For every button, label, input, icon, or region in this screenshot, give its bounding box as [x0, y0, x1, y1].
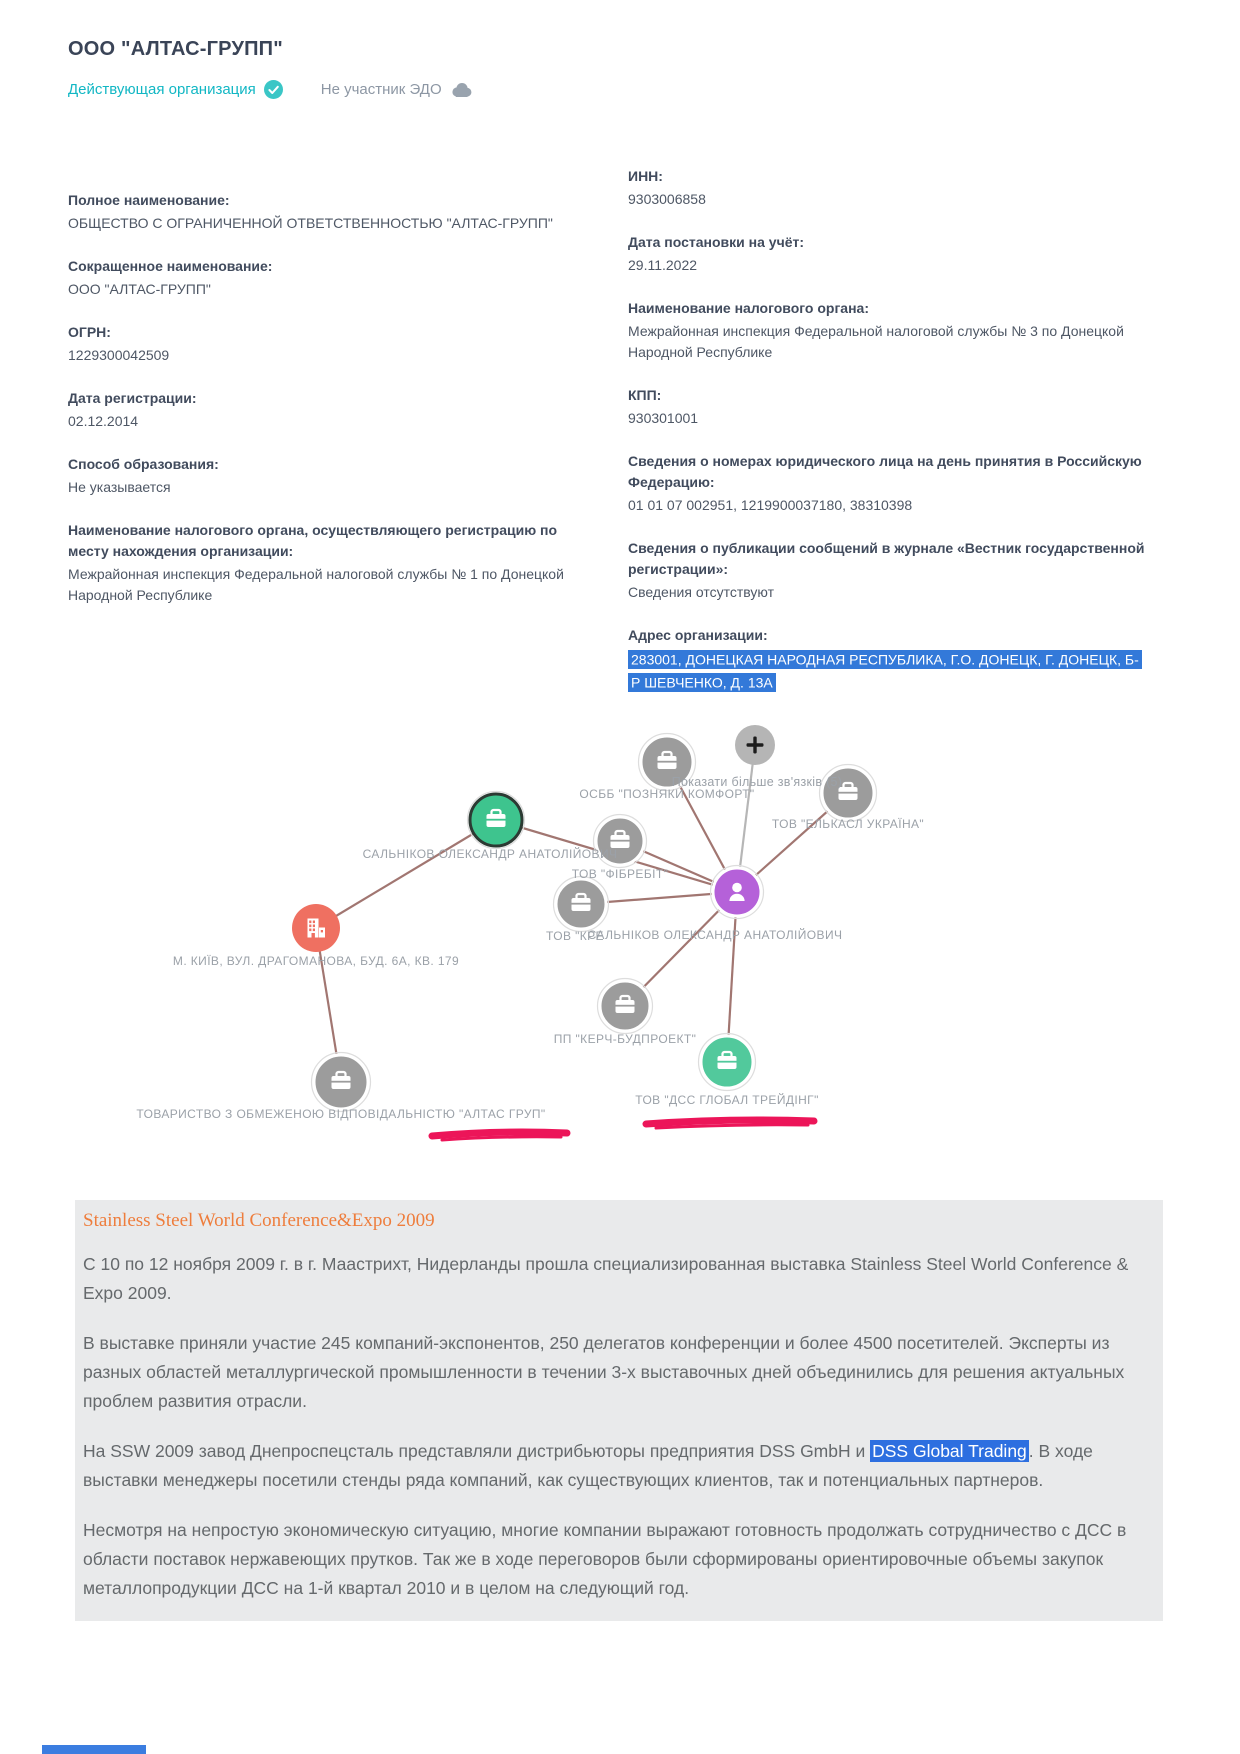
- status-badge-active: [68, 80, 283, 99]
- graph-edge-salnikov-owner-kyiv: [316, 820, 496, 928]
- article-text: На SSW 2009 завод Днепроспецсталь представляли дистрибьюторы предприятия DSS GmbH и: [83, 1441, 871, 1461]
- field-value: 02.12.2014: [68, 413, 139, 429]
- graph-node-altas[interactable]: [312, 1053, 371, 1112]
- article-paragraph-1: [83, 1250, 1149, 1308]
- graph-node-dss[interactable]: [699, 1034, 756, 1091]
- graph-node-salnikov-owner[interactable]: [468, 792, 525, 849]
- field-label: Сокращенное наименование:: [68, 258, 273, 274]
- field-label: Наименование налогового органа:: [628, 300, 869, 316]
- selected-text-highlight: 283001, ДОНЕЦКАЯ НАРОДНАЯ РЕСПУБЛИКА, Г.О. ДОНЕЦК, Г. ДОНЕЦК, Б-Р ШЕВЧЕНКО, Д. 13А: [628, 650, 1142, 692]
- graph-node-label-elkasl: ТОВ "ЕЛЬКАСЛ УКРАЇНА": [771, 817, 925, 831]
- detail-field-left-0: [68, 190, 573, 234]
- dss-global-trading-highlight: DSS Global Trading: [872, 1441, 1027, 1461]
- show-more-links[interactable]: Показати більше зв'язків (5): [671, 775, 843, 789]
- field-value: 9303006858: [628, 191, 706, 207]
- check-circle-icon: [264, 80, 283, 99]
- article-body: [83, 1250, 1149, 1603]
- detail-field-right-1: [628, 232, 1148, 276]
- field-label: Сведения о номерах юридического лица на день принятия в Российскую Федерацию:: [628, 453, 1142, 490]
- field-label: Полное наименование:: [68, 192, 230, 208]
- article-title: Stainless Steel World Conference&Expo 2009: [83, 1210, 435, 1231]
- article-paragraph-2: [83, 1329, 1149, 1416]
- field-label: Наименование налогового органа, осуществляющего регистрацию по месту нахождения организации:: [68, 522, 558, 559]
- detail-field-right-0: [628, 166, 1148, 210]
- detail-field-left-2: [68, 322, 573, 366]
- status-badge-edo: [321, 81, 473, 98]
- graph-node-label-altas: ТОВАРИСТВО З ОБМЕЖЕНОЮ ВІДПОВІДАЛЬНІСТЮ "АЛТАС ГРУП": [136, 1107, 546, 1121]
- field-label: Дата постановки на учёт:: [628, 234, 805, 250]
- field-value: ОБЩЕСТВО С ОГРАНИЧЕННОЙ ОТВЕТСТВЕННОСТЬЮ "АЛТАС-ГРУПП": [68, 215, 553, 231]
- page-title: ООО "АЛТАС-ГРУПП": [68, 38, 283, 60]
- article-block: [75, 1200, 1163, 1621]
- field-value: 01 01 07 002951, 1219900037180, 38310398: [628, 497, 913, 513]
- graph-node-label-kyiv: М. КИЇВ, ВУЛ. ДРАГОМАНОВА, БУД. 6А, КВ. 179: [172, 954, 460, 968]
- field-value: Межрайонная инспекция Федеральной налоговой службы № 3 по Донецкой Народной Республике: [628, 323, 1124, 360]
- detail-field-left-4: [68, 454, 573, 498]
- field-value: 1229300042509: [68, 347, 170, 363]
- graph-node-label-kre: ТОВ "КРЕ: [546, 929, 604, 943]
- status-badge-label: Действующая организация: [68, 81, 256, 98]
- article-paragraph-4: [83, 1516, 1149, 1603]
- graph-node-label-fibrebit: ТОВ "ФІБРЕБІТ": [571, 867, 669, 881]
- field-label: Способ образования:: [68, 456, 219, 472]
- field-value: 930301001: [628, 410, 699, 426]
- article-text: Несмотря на непростую экономическую ситуацию, многие компании выражают готовность продолжать сотрудничество с ДСС в области поставок нержавеющих прутков. Так же в ходе переговоров были сформированы ориентировочные объемы закупок металлопродукции ДСС на 1-й квартал 2010 и в целом на следующий год.: [83, 1520, 1127, 1598]
- detail-field-right-4: [628, 451, 1148, 516]
- cloud-icon: [450, 81, 473, 98]
- field-label: Дата регистрации:: [68, 390, 197, 406]
- article-text: В выставке приняли участие 245 компаний-экспонентов, 250 делегатов конференции и более 4500 посетителей. Эксперты из разных областей металлургической промышленности в течении 3-х выставочных дней объединились для решения актуальных проблем развития отрасли.: [83, 1333, 1125, 1411]
- detail-field-left-3: [68, 388, 573, 432]
- field-value: Не указывается: [68, 479, 171, 495]
- company-details-left-column: [68, 190, 573, 628]
- graph-node-label-osbb: ОСББ "ПОЗНЯКИ КОМФОРТ": [579, 787, 755, 801]
- detail-field-right-6: [628, 625, 1148, 694]
- detail-field-left-1: [68, 256, 573, 300]
- detail-field-right-2: [628, 298, 1148, 363]
- detail-field-right-3: [628, 385, 1148, 429]
- graph-node-elkasl[interactable]: [820, 765, 877, 822]
- field-value: Сведения отсутствуют: [628, 584, 774, 600]
- graph-node-label-dss: ТОВ "ДСС ГЛОБАЛ ТРЕЙДІНГ": [635, 1093, 819, 1107]
- detail-field-right-5: [628, 538, 1148, 603]
- field-value: 29.11.2022: [628, 257, 698, 273]
- edo-badge-label: Не участник ЭДО: [320, 81, 442, 98]
- field-label: ИНН:: [628, 168, 663, 184]
- graph-node-person[interactable]: [711, 866, 764, 919]
- graph-node-label-salnikov-owner: САЛЬНІКОВ ОЛЕКСАНДР АНАТОЛІЙОВИЧ: [362, 847, 618, 861]
- field-value: [628, 648, 1148, 694]
- relations-graph: [0, 715, 1240, 1150]
- company-details-right-column: [628, 166, 1148, 716]
- field-label: ОГРН:: [68, 324, 111, 340]
- graph-node-kyiv[interactable]: [292, 904, 340, 952]
- article-text: С 10 по 12 ноября 2009 г. в г. Маастрихт, Нидерланды прошла специализированная выставка Stainless Steel World Conference & Expo 2009.: [83, 1254, 1129, 1303]
- field-label: Сведения о публикации сообщений в журнале «Вестник государственной регистрации»:: [628, 540, 1145, 577]
- article-paragraph-3: [83, 1437, 1149, 1495]
- bottom-blue-strip: [42, 1745, 146, 1754]
- detail-field-left-5: [68, 520, 573, 606]
- graph-node-label-person: САЛЬНІКОВ ОЛЕКСАНДР АНАТОЛІЙОВИЧ: [587, 928, 843, 942]
- field-label: Адрес организации:: [628, 627, 768, 643]
- graph-node-plus[interactable]: [735, 725, 775, 765]
- article-text: . В ходе выставки менеджеры посетили стенды ряда компаний, как существующих клиентов, так и потенциальных партнеров.: [83, 1441, 1093, 1490]
- field-label: КПП:: [628, 387, 662, 403]
- field-value: Межрайонная инспекция Федеральной налоговой службы № 1 по Донецкой Народной Республике: [68, 566, 564, 603]
- graph-node-kre[interactable]: [554, 877, 609, 932]
- status-badges: [68, 80, 473, 99]
- graph-node-kerch[interactable]: [598, 979, 653, 1034]
- field-value: ООО "АЛТАС-ГРУПП": [68, 281, 211, 297]
- graph-node-label-kerch: ПП "КЕРЧ-БУДПРОЕКТ": [553, 1032, 697, 1046]
